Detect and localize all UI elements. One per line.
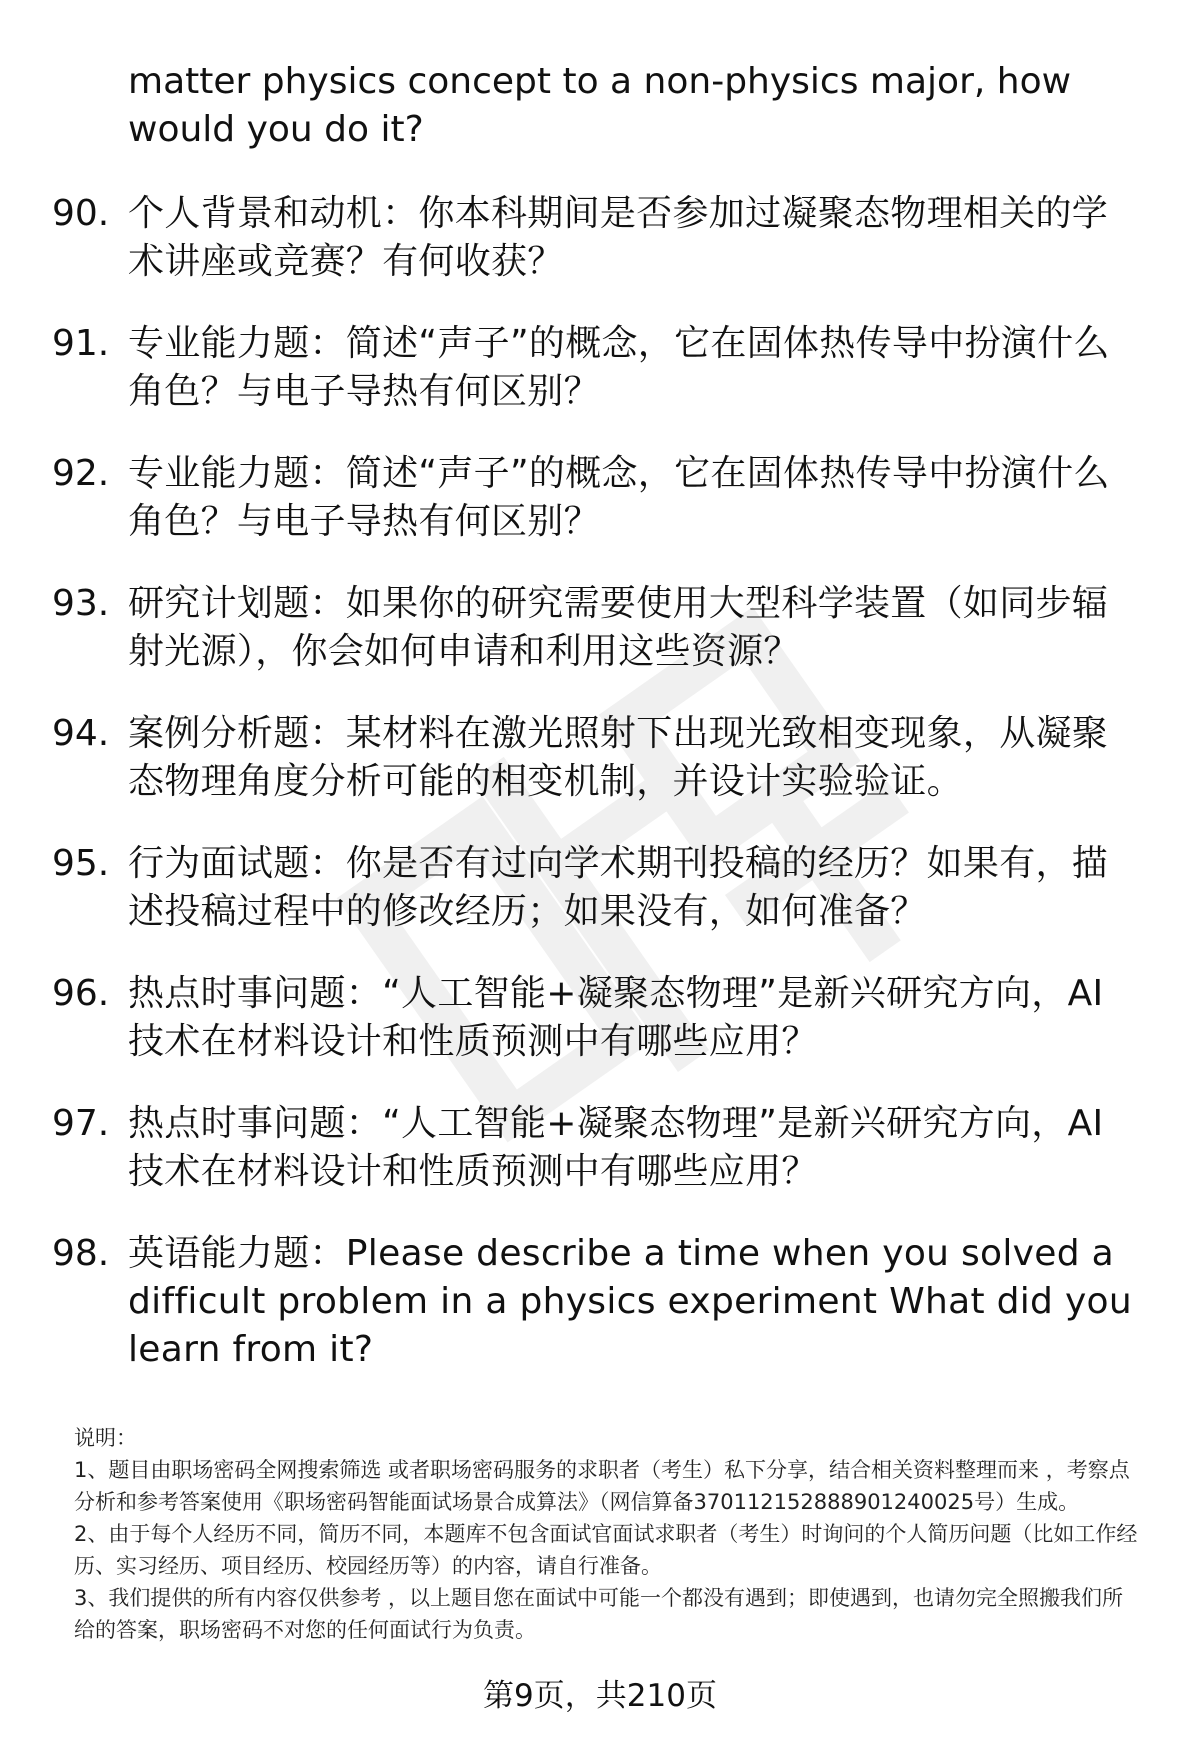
- question-text: 热点时事问题：“人工智能+凝聚态物理”是新兴研究方向，AI技术在材料设计和性质预测中有哪些应用？: [128, 973, 1104, 1062]
- question-continuation-text: matter physics concept to a non-physics major, how would you do it?: [128, 61, 1072, 150]
- question-number: 98.: [52, 1233, 110, 1274]
- list-item: [0, 320, 1200, 416]
- list-item: [0, 580, 1200, 676]
- question-text: 研究计划题：如果你的研究需要使用大型科学装置（如同步辐射光源），你会如何申请和利用这些资源？: [128, 583, 1109, 672]
- question-text: 热点时事问题：“人工智能+凝聚态物理”是新兴研究方向，AI技术在材料设计和性质预测中有哪些应用？: [128, 1103, 1104, 1192]
- list-item: [0, 450, 1200, 546]
- question-text: 专业能力题：简述“声子”的概念，它在固体热传导中扮演什么角色？与电子导热有何区别？: [128, 453, 1110, 542]
- notes-heading: 说明：: [74, 1426, 137, 1450]
- question-number: 96.: [52, 973, 110, 1014]
- list-item: [0, 970, 1200, 1066]
- question-number: 97.: [52, 1103, 110, 1144]
- question-number: 95.: [52, 843, 110, 884]
- list-item: [0, 1100, 1200, 1196]
- note-item: 2、由于每个人经历不同，简历不同，本题库不包含面试官面试求职者（考生）时询问的个人简历问题（比如工作经历、实习经历、项目经历、校园经历等）的内容，请自行准备。: [74, 1522, 1138, 1578]
- question-number: 90.: [52, 193, 110, 234]
- question-number: 91.: [52, 323, 110, 364]
- question-text: 行为面试题：你是否有过向学术期刊投稿的经历？如果有，描述投稿过程中的修改经历；如果没有，如何准备？: [128, 843, 1109, 932]
- page-number-footer: 第9页，共210页: [483, 1678, 717, 1714]
- notes-section: [74, 1422, 1144, 1646]
- note-item: 1、题目由职场密码全网搜索筛选 或者职场密码服务的求职者（考生）私下分享，结合相关资料整理而来 ，考察点分析和参考答案使用《职场密码智能面试场景合成算法》（网信算备370112152888901240025号）生成。: [74, 1458, 1130, 1514]
- question-number: 92.: [52, 453, 110, 494]
- note-item: 3、我们提供的所有内容仅供参考 ，以上题目您在面试中可能一个都没有遇到；即使遇到，也请勿完全照搬我们所给的答案，职场密码不对您的任何面试行为负责。: [74, 1586, 1124, 1642]
- list-item: [0, 1230, 1200, 1374]
- list-item: [0, 190, 1200, 286]
- question-number: 94.: [52, 713, 110, 754]
- question-text: 个人背景和动机：你本科期间是否参加过凝聚态物理相关的学术讲座或竞赛？有何收获？: [128, 193, 1109, 282]
- question-text: 案例分析题：某材料在激光照射下出现光致相变现象，从凝聚态物理角度分析可能的相变机制，并设计实验验证。: [128, 713, 1109, 802]
- list-item: [0, 710, 1200, 806]
- question-text: 英语能力题：Please describe a time when you solved a difficult problem in a physics experiment What did you learn from it?: [128, 1233, 1133, 1370]
- question-number: 93.: [52, 583, 110, 624]
- list-item: [0, 840, 1200, 936]
- question-list: [0, 190, 1200, 1408]
- question-text: 专业能力题：简述“声子”的概念，它在固体热传导中扮演什么角色？与电子导热有何区别？: [128, 323, 1110, 412]
